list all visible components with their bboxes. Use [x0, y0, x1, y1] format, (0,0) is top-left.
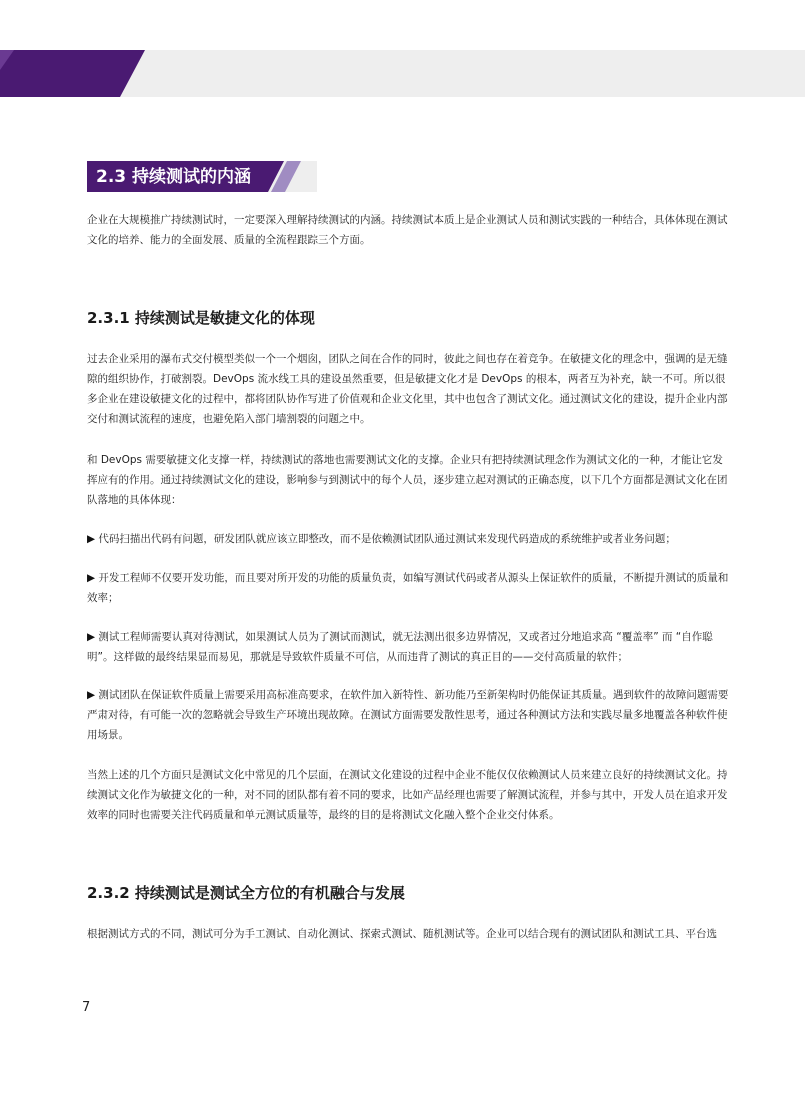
bullet-text-1: 代码扫描出代码有问题，研发团队就应该立即整改，而不是依赖测试团队通过测试来发现代码造成的系统维护或者业务问题； — [98, 533, 676, 545]
bullet-triangle-icon: ▶ — [87, 689, 96, 701]
sub2-paragraph-1: 根据测试方式的不同，测试可分为手工测试、自动化测试、探索式测试、随机测试等。企业可以结合现有的测试团队和测试工具、平台选 — [87, 928, 717, 940]
bullet-item-3 — [87, 627, 732, 667]
page-number: 7 — [82, 1000, 91, 1015]
bullet-triangle-icon: ▶ — [87, 533, 96, 545]
subsection-title-2: 2.3.2 持续测试是测试全方位的有机融合与发展 — [87, 884, 405, 902]
intro-paragraph: 企业在大规模推广持续测试时，一定要深入理解持续测试的内涵。持续测试本质上是企业测试人员和测试实践的一种结合，具体体现在测试文化的培养、能力的全面发展、质量的全流程跟踪三个方面。 — [87, 214, 728, 246]
sub1-paragraph-3: 当然上述的几个方面只是测试文化中常见的几个层面，在测试文化建设的过程中企业不能仅仅依赖测试人员来建立良好的持续测试文化。持续测试文化作为敏捷文化的一种，对不同的团队都有着不同的要求，比如产品经理也需要了解测试流程，并参与其中，开发人员在追求开发效率的同时也需要关注代码质量和单元测试质量等，最终的目的是将测试文化融入整个企业交付体系。 — [87, 769, 728, 821]
bullet-text-3: 测试工程师需要认真对待测试，如果测试人员为了测试而测试，就无法测出很多边界情况，又或者过分地追求高 “覆盖率” 而 “自作聪明”。这样做的最终结果显而易见，那就是导致软件质量不可信，从而违背了测试的真正目的——交付高质量的软件； — [87, 631, 713, 663]
bullet-text-4: 测试团队在保证软件质量上需要采用高标准高要求，在软件加入新特性、新功能乃至新架构时仍能保证其质量。遇到软件的故障问题需要严肃对待，有可能一次的忽略就会导致生产环境出现故障。在测试方面需要发散性思考，通过各种测试方法和实践尽量多地覆盖各种软件使用场景。 — [87, 689, 729, 741]
header-accent-shape — [0, 50, 805, 97]
bullet-item-4 — [87, 685, 732, 745]
sub1-paragraph-1: 过去企业采用的瀑布式交付模型类似一个一个烟囱，团队之间在合作的同时，彼此之间也存在着竞争。在敏捷文化的理念中，强调的是无缝隙的组织协作，打破割裂。DevOps 流水线工具的建设虽然重要，但是敏捷文化才是 DevOps 的根本，两者互为补充，缺一不可。所以很多企业在建设敏捷文化的过程中，都将团队协作写进了价值观和企业文化里，其中也包含了测试文化。通过测试文化的建设，提升企业内部交付和测试流程的速度，也避免陷入部门墙割裂的问题之中。 — [87, 353, 728, 425]
header-band — [0, 50, 805, 97]
bullet-item-2 — [87, 568, 732, 608]
bullet-item-1 — [87, 529, 732, 549]
bullet-triangle-icon: ▶ — [87, 631, 96, 643]
bullet-triangle-icon: ▶ — [87, 572, 96, 584]
bullet-text-2: 开发工程师不仅要开发功能，而且要对所开发的功能的质量负责，如编写测试代码或者从源头上保证软件的质量，不断提升测试的质量和效率； — [87, 572, 729, 604]
section-title: 2.3 持续测试的内涵 — [96, 167, 252, 187]
subsection-title-1: 2.3.1 持续测试是敏捷文化的体现 — [87, 309, 315, 327]
sub1-paragraph-2: 和 DevOps 需要敏捷文化支撑一样，持续测试的落地也需要测试文化的支撑。企业只有把持续测试理念作为测试文化的一种，才能让它发挥应有的作用。通过持续测试文化的建设，影响参与到测试中的每个人员，逐步建立起对测试的正确态度，以下几个方面都是测试文化在团队落地的具体体现： — [87, 454, 728, 506]
section-heading — [87, 161, 317, 192]
